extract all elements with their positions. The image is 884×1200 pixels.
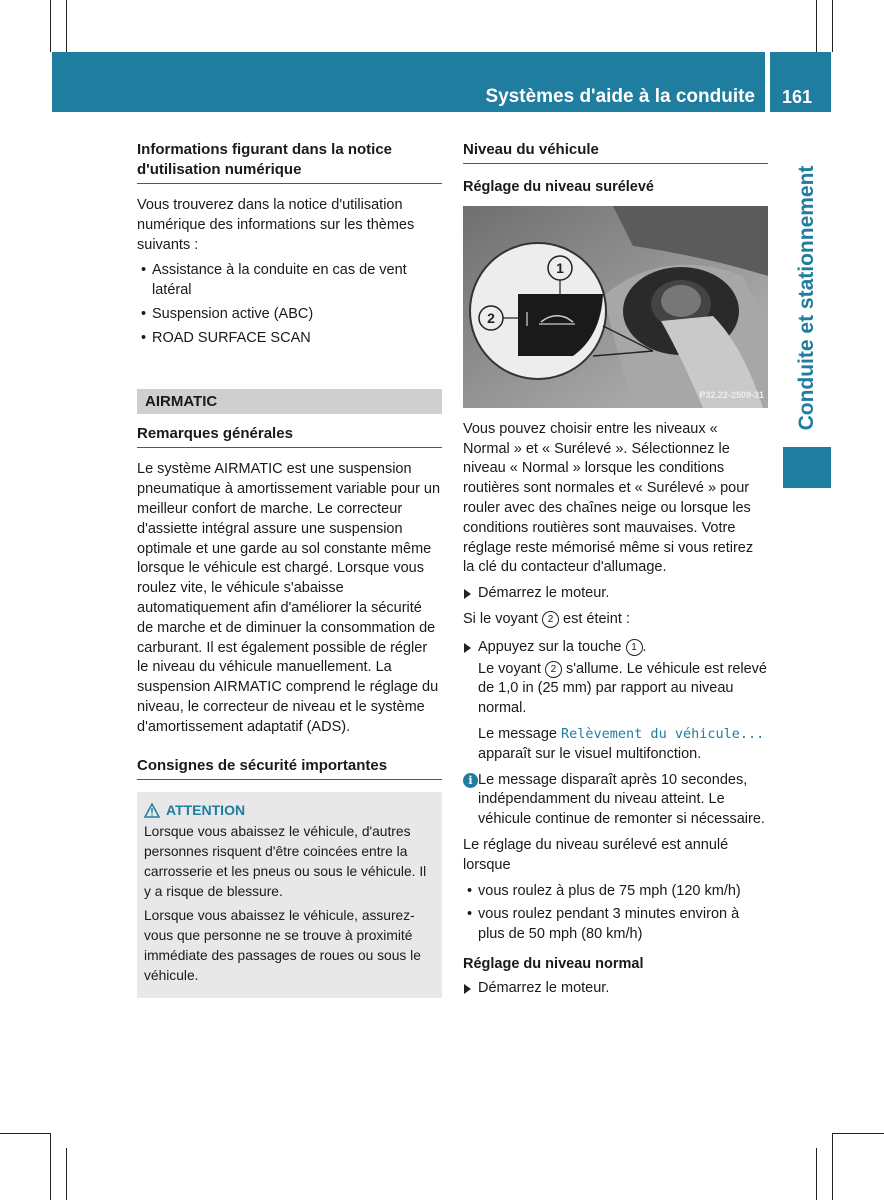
callout-ref-2: 2 [542,611,559,628]
condition-voyant: Si le voyant 2 est éteint : [463,610,630,627]
list-item: • Assistance à la conduite en cas de vent latéral [137,261,442,301]
side-tab-marker [783,447,831,488]
result-message: Le message Relèvement du véhicule... apparaît sur le visuel multifonction. [478,725,765,762]
list-item: • vous roulez pendant 3 minutes environ à plus de 50 mph (80 km/h) [463,905,768,945]
heading-niveau: Niveau du véhicule [463,140,768,164]
step-press-button: Appuyez sur la touche 1 . [463,638,768,658]
info-note [463,771,768,830]
page-number-box [770,52,831,112]
crop-mark [816,0,817,52]
crop-mark [832,1133,833,1200]
center-console-illustration [463,206,768,408]
header-title: Systèmes d'aide à la conduite [485,86,755,107]
callout-ref-1: 1 [626,639,643,656]
crop-mark [50,0,51,52]
page-number: 161 [782,87,813,107]
right-column [463,140,768,1005]
warning-box [137,792,442,998]
heading-consignes: Consignes de sécurité importantes [137,756,442,780]
figure-label: P32.22-2509-31 [699,390,764,400]
info-text: Le message disparaît après 10 secondes, indépendamment du niveau atteint. Le véhicule continue de remonter si nécessaire. [478,771,765,828]
warning-title-row [144,800,435,820]
left-column [137,140,442,998]
annule-list [463,882,768,945]
warning-triangle-icon [144,803,160,818]
list-item: • ROAD SURFACE SCAN [137,329,442,349]
step-start-engine: Démarrez le moteur. [463,584,768,604]
crop-mark [50,1133,51,1200]
heading-notice: Informations figurant dans la notice d'utilisation numérique [137,140,442,184]
console-photo [463,206,768,408]
info-icon: i [463,773,478,788]
warning-paragraph-2: Lorsque vous abaissez le véhicule, assurez-vous que personne ne se trouve à proximité immédiate des passages de roues ou sous le véhicule. [144,907,421,983]
side-tab [783,155,831,440]
warning-paragraph-1: Lorsque vous abaissez le véhicule, d'autres personnes risquent d'être coincées entre la carrosserie et les pneus ou sous le véhicule. Il y a risque de blessure. [144,823,427,899]
crop-mark [832,0,833,52]
heading-sureleve: Réglage du niveau surélevé [463,179,654,195]
crop-mark [832,1133,884,1134]
paragraph-annule: Le réglage du niveau surélevé est annulé lorsque [463,836,729,873]
warning-title: ATTENTION [166,801,246,818]
result-voyant: Le voyant 2 s'allume. Le véhicule est relevé de 1,0 in (25 mm) par rapport au niveau normal. [478,660,767,717]
paragraph-notice: Vous trouverez dans la notice d'utilisation numérique des informations sur les thèmes suivants : [137,197,415,253]
paragraph-airmatic: Le système AIRMATIC est une suspension pneumatique à amortissement variable pour un meilleur confort de marche. Le correcteur d'assiette intégral assure une suspension optimale et une garde au sol constante même lorsque le véhicule est chargé. Lorsque vous roulez vite, le véhicule s'abaisse automatiquement afin d'améliorer la sécurité de marche et de diminuer la consommation de carburant. Il est également possible de régler le niveau du véhicule manuellement. La suspension AIRMATIC comprend le réglage du niveau, le correcteur de niveau et le système d'amortissement adaptatif (ADS). [137,461,441,735]
header-bar [52,52,765,112]
crop-mark [816,1148,817,1200]
list-item: • vous roulez à plus de 75 mph (120 km/h) [463,882,768,902]
step-start-engine-2: Démarrez le moteur. [463,979,768,999]
list-item: • Suspension active (ABC) [137,305,442,325]
section-title-airmatic: AIRMATIC [137,389,442,415]
crop-mark [0,1133,50,1134]
crop-mark [66,0,67,52]
side-tab-label: Conduite et stationnement [795,165,818,430]
callout-ref-2: 2 [545,661,562,678]
heading-normal: Réglage du niveau normal [463,955,644,972]
heading-remarques: Remarques générales [137,424,442,448]
crop-mark [66,1148,67,1200]
paragraph-intro: Vous pouvez choisir entre les niveaux « Normal » et « Surélevé ». Sélectionnez le niveau « Normal » lorsque les conditions routières sont normales et « Surélevé » pour rouler avec des chaînes neige ou lorsque les conditions routières sont mauvaises. Votre réglage reste mémorisé même si vous retirez la clé du contacteur d'allumage. [463,420,754,576]
notice-list [137,261,442,348]
callout-2: 2 [487,309,495,326]
display-message: Relèvement du véhicule... [561,725,765,742]
callout-1: 1 [556,259,564,276]
